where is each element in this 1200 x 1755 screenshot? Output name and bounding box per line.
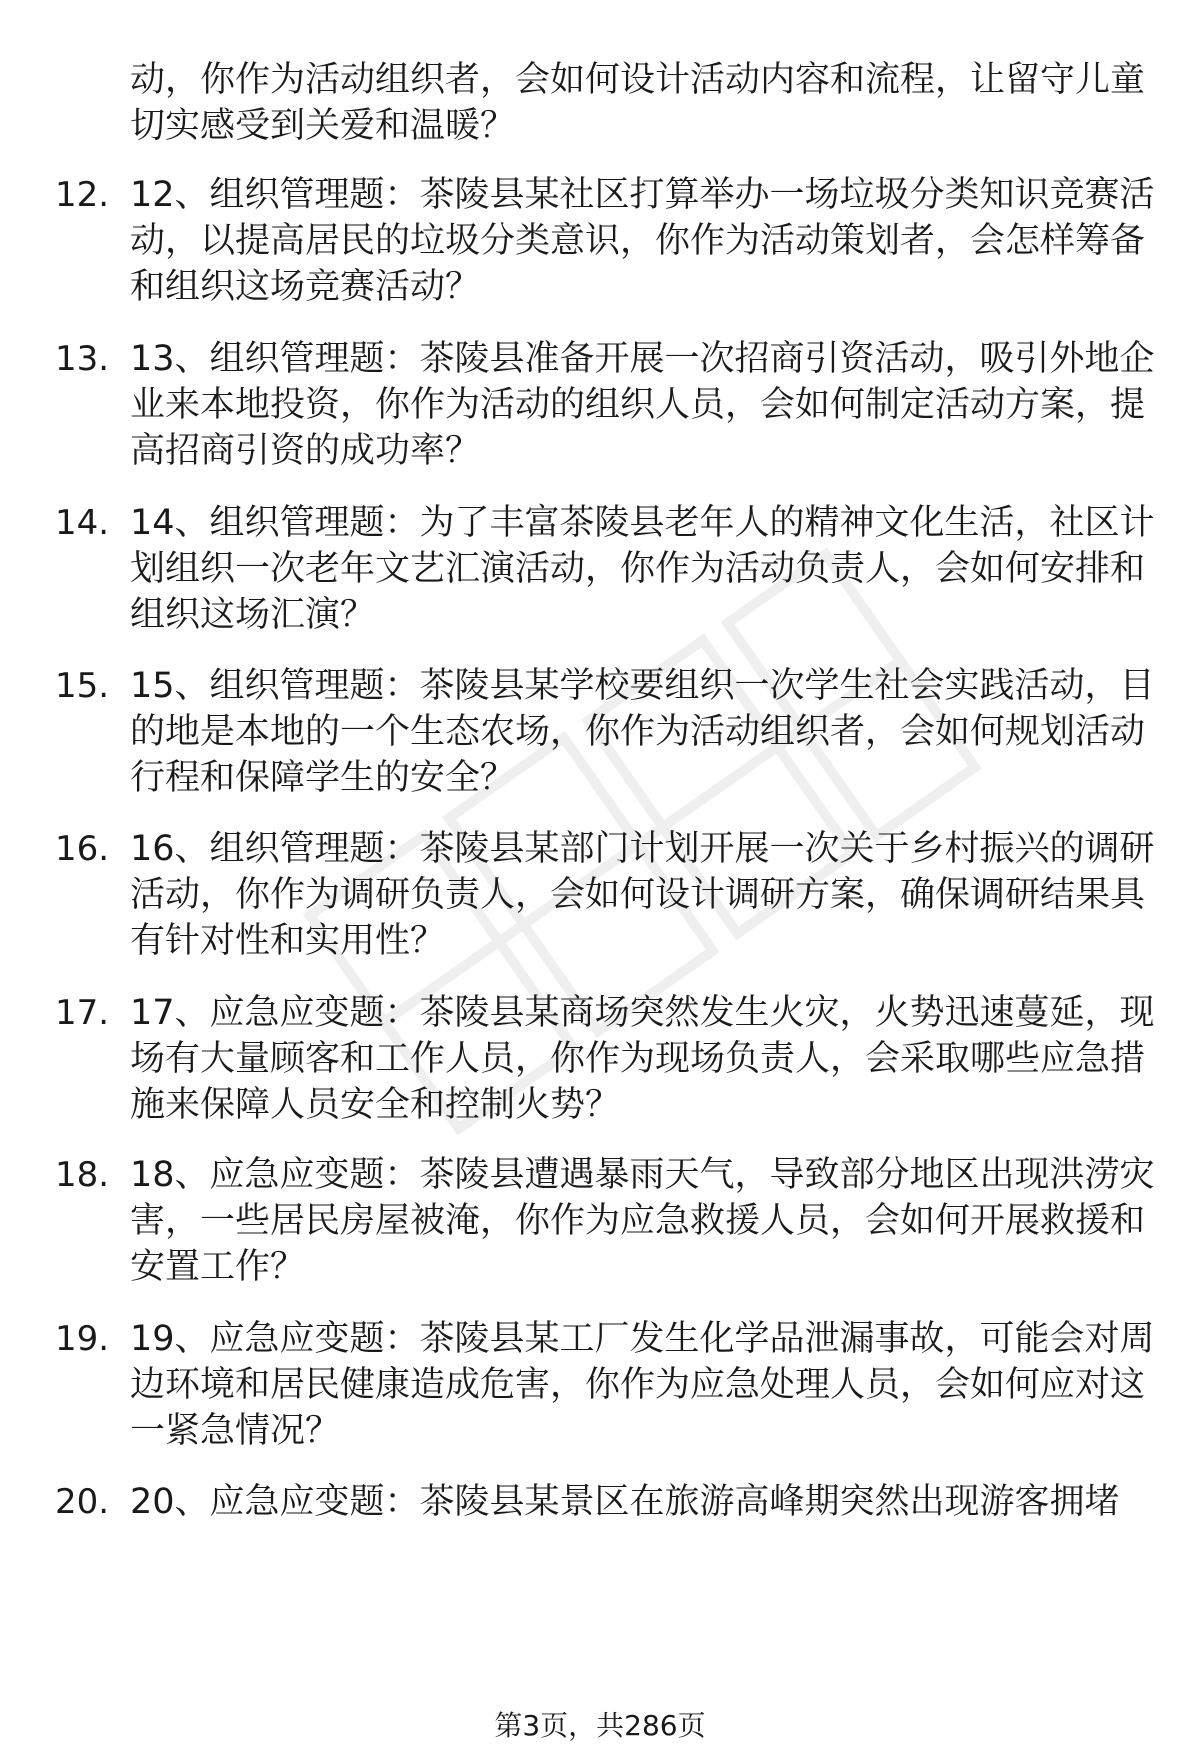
question-number: 19. <box>55 1319 110 1359</box>
question-text: 14、组织管理题：为了丰富茶陵县老年人的精神文化生活，社区计划组织一次老年文艺汇演活动，你作为活动负责人，会如何安排和组织这场汇演？ <box>130 503 1155 635</box>
question-number: 15. <box>55 666 110 706</box>
continuation-text: 动，你作为活动组织者，会如何设计活动内容和流程，让留守儿童切实感受到关爱和温暖？ <box>130 60 1146 146</box>
question-text: 13、组织管理题：茶陵县准备开展一次招商引资活动，吸引外地企业来本地投资，你作为活动的组织人员，会如何制定活动方案，提高招商引资的成功率？ <box>130 339 1155 471</box>
question-text: 15、组织管理题：茶陵县某学校要组织一次学生社会实践活动，目的地是本地的一个生态农场，你作为活动组织者，会如何规划活动行程和保障学生的安全？ <box>130 666 1155 798</box>
question-text: 12、组织管理题：茶陵县某社区打算举办一场垃圾分类知识竞赛活动，以提高居民的垃圾分类意识，你作为活动策划者，会怎样筹备和组织这场竞赛活动？ <box>130 175 1155 307</box>
question-number: 20. <box>55 1482 110 1522</box>
question-text: 16、组织管理题：茶陵县某部门计划开展一次关于乡村振兴的调研活动，你作为调研负责人，会如何设计调研方案，确保调研结果具有针对性和实用性？ <box>130 829 1155 961</box>
question-number: 18. <box>55 1155 110 1195</box>
question-text: 19、应急应变题：茶陵县某工厂发生化学品泄漏事故，可能会对周边环境和居民健康造成危害，你作为应急处理人员，会如何应对这一紧急情况？ <box>130 1319 1155 1451</box>
question-number: 12. <box>55 175 110 215</box>
question-number: 14. <box>55 503 110 543</box>
question-number: 17. <box>55 993 110 1033</box>
question-text: 17、应急应变题：茶陵县某商场突然发生火灾，火势迅速蔓延，现场有大量顾客和工作人员，你作为现场负责人，会采取哪些应急措施来保障人员安全和控制火势？ <box>130 993 1155 1125</box>
question-text: 18、应急应变题：茶陵县遭遇暴雨天气，导致部分地区出现洪涝灾害，一些居民房屋被淹，你作为应急救援人员，会如何开展救援和安置工作？ <box>130 1155 1155 1287</box>
question-number: 16. <box>55 829 110 869</box>
question-text: 20、应急应变题：茶陵县某景区在旅游高峰期突然出现游客拥堵 <box>130 1482 1120 1522</box>
question-number: 13. <box>55 339 110 379</box>
page-footer: 第3页，共286页 <box>494 1709 706 1742</box>
